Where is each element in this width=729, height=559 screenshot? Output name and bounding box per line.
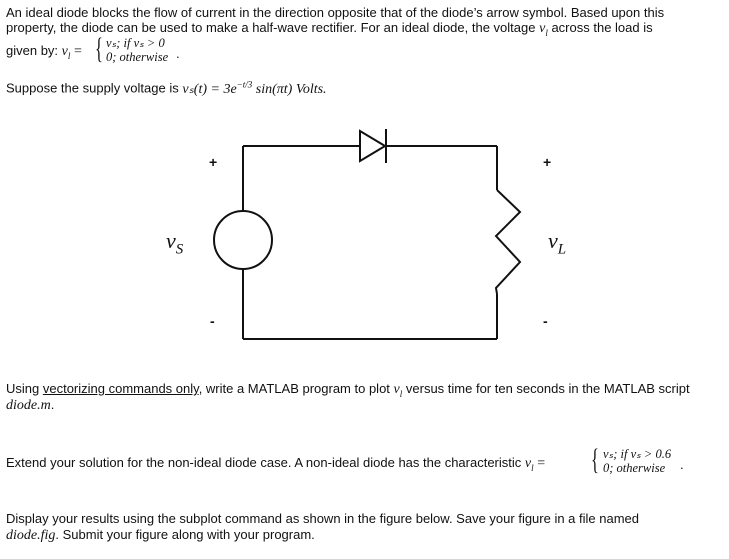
task2-case-1: vₛ; if vₛ > 0.6 bbox=[603, 447, 672, 461]
plus-right: + bbox=[543, 154, 552, 170]
task3-line-2: diode.fig. Submit your figure along with your program. bbox=[6, 527, 315, 543]
task2-case-2: 0; otherwise bbox=[603, 461, 666, 475]
task1-line-2: diode.m. bbox=[6, 397, 55, 413]
task2-line bbox=[6, 455, 545, 476]
given-case-1: vₛ; if vₛ > 0 bbox=[106, 36, 165, 50]
supply-pre: Suppose the supply voltage is bbox=[6, 80, 179, 96]
plus-left: + bbox=[209, 154, 218, 170]
minus-right: - bbox=[543, 313, 548, 329]
intro-line-2-post: across the load is bbox=[551, 20, 653, 35]
task2-brace: { bbox=[591, 443, 599, 476]
intro-var-vl: $v_l$ bbox=[539, 21, 548, 38]
intro-line-1: An ideal diode blocks the flow of current in the direction opposite that of the diode’s arrow symbol. Based upon this bbox=[6, 5, 665, 20]
voltage-source bbox=[214, 211, 272, 269]
supply-expr: $v_s(t) = 3e^{-t/3}$ sin(πt) Volts. bbox=[182, 79, 327, 97]
given-equals: = bbox=[74, 44, 82, 59]
minus-left: - bbox=[210, 313, 215, 329]
task1-underlined: vectorizing commands only bbox=[42, 381, 199, 396]
given-period: . bbox=[176, 46, 180, 61]
task2-lhs: $v_l$ bbox=[524, 456, 534, 473]
task2-text: Extend your solution for the non-ideal diode case. A non-ideal diode has the characteristic bbox=[6, 455, 522, 470]
task3-line-1: Display your results using the subplot command as shown in the figure below. Save your figure in a file named bbox=[6, 511, 640, 526]
task2-equals: = bbox=[537, 456, 546, 471]
given-brace: { bbox=[95, 32, 103, 65]
task1-var-vl: $v_l$ bbox=[393, 382, 403, 399]
load-label: $v_L$ bbox=[548, 228, 567, 258]
task3-file: diode.fig bbox=[6, 528, 56, 543]
task1-script: diode.m bbox=[6, 398, 51, 413]
resistor bbox=[496, 190, 520, 294]
given-by-label: given by: bbox=[6, 43, 59, 58]
task2-period: . bbox=[680, 457, 684, 472]
source-label: $v_S$ bbox=[166, 228, 184, 258]
task1-line-1: Using vectorizing commands only, write a MATLAB program to plot $v_l$ versus time for ten seconds in the MATLAB script bbox=[6, 381, 690, 399]
diode-triangle bbox=[360, 131, 385, 161]
intro-line-2-pre: property, the diode can be used to make a half-wave rectifier. For an ideal diode, the voltage bbox=[6, 20, 536, 35]
given-lhs: $v_l$ bbox=[61, 44, 71, 61]
given-case-2: 0; otherwise bbox=[106, 50, 169, 64]
